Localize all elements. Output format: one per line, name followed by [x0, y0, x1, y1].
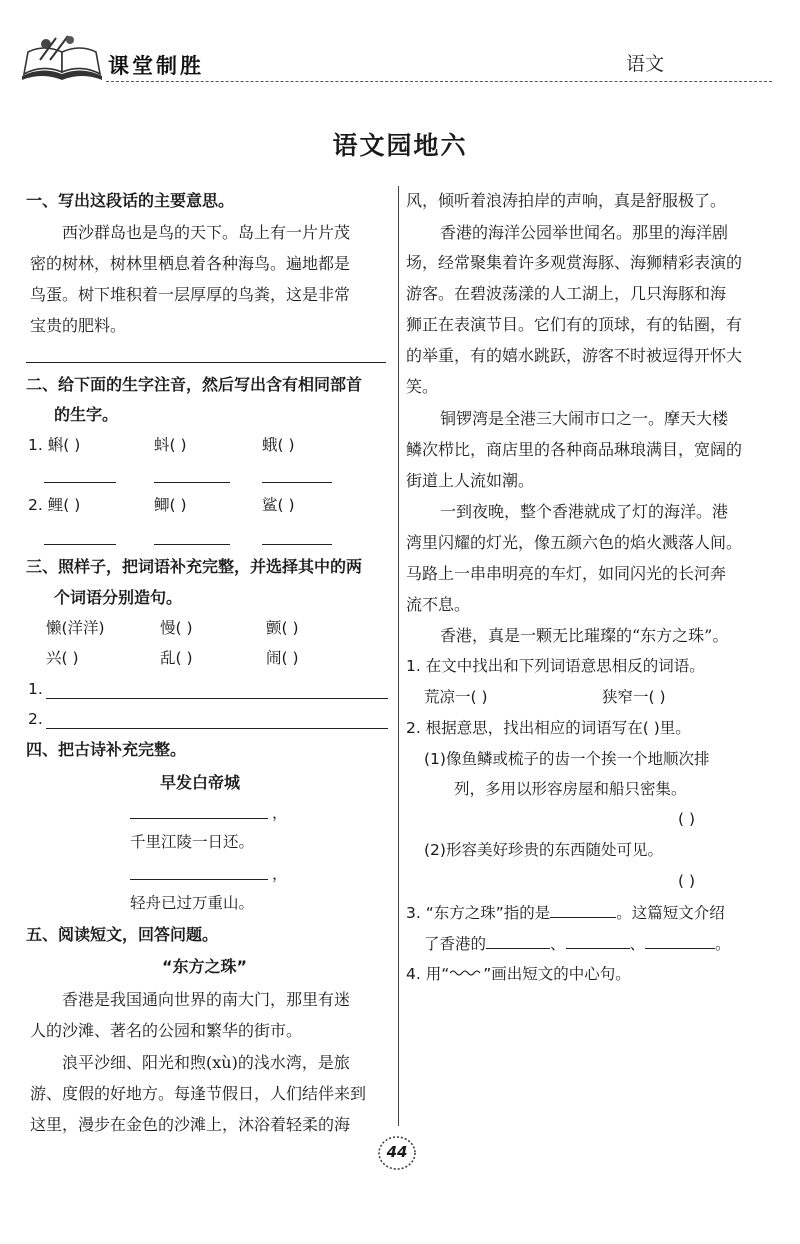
definition-2: (2)形容美好珍贵的东西随处可见。	[424, 841, 663, 859]
sub3-blank[interactable]	[566, 932, 630, 949]
q1-line: 密的树林，树林里栖息着各种海鸟。遍地都是	[30, 254, 351, 273]
q3-heading: 三、照样子，把词语补充完整，并选择其中的两	[26, 557, 363, 576]
sub-question-4	[406, 963, 631, 985]
passage-line: 鳞次栉比，商店里的各种商品琳琅满目，宽阔的	[406, 440, 743, 459]
definition-1: (1)像鱼鳞或梳子的齿一个挨一个地顺次排	[424, 750, 710, 768]
answer-paren[interactable]: ( )	[678, 872, 696, 890]
answer-paren[interactable]: ( )	[678, 810, 696, 828]
q2-blank[interactable]	[44, 544, 116, 545]
sub3-blank[interactable]	[645, 932, 715, 949]
q3-sentence-label: 1.	[28, 680, 43, 698]
q1-line: 鸟蛋。树下堆积着一层厚厚的鸟粪，这是非常	[30, 285, 351, 304]
poem-line: 千里江陵一日还。	[130, 833, 255, 851]
sub-question-3-text: 3. “东方之珠”指的是	[406, 904, 551, 922]
passage-line: 的举重，有的嬉水跳跃，游客不时被逗得开怀大	[406, 346, 743, 365]
sub3-blank[interactable]	[550, 901, 616, 918]
passage-line: 狮正在表演节目。它们有的顶球，有的钻圈，有	[406, 315, 743, 334]
sub-question-3-text: 了香港的	[424, 935, 487, 953]
passage-line: 香港，真是一颗无比璀璨的“东方之珠”。	[440, 626, 729, 645]
passage-line: 浪平沙细、阳光和煦(xù)的浅水湾，是旅	[62, 1053, 350, 1072]
q3-item: 闹( )	[266, 649, 299, 667]
q3-sentence-line[interactable]	[46, 728, 388, 729]
poem-comma: ，	[272, 804, 288, 822]
poem-line: 轻舟已过万重山。	[130, 894, 255, 912]
passage-line: 流不息。	[406, 595, 471, 614]
q3-sentence-label: 2.	[28, 710, 43, 728]
book-logo-icon	[16, 30, 106, 84]
passage-line: 这里，漫步在金色的沙滩上，沐浴着轻柔的海	[30, 1115, 351, 1134]
q2-item: 蚪( )	[154, 436, 187, 454]
passage-line: 笑。	[406, 377, 439, 396]
definition-1-cont: 列，多用以形容房屋和船只密集。	[454, 780, 687, 798]
q3-item: 乱( )	[160, 649, 193, 667]
q3-sentence-line[interactable]	[46, 698, 388, 699]
passage-line: 一到夜晚，整个香港就成了灯的海洋。港	[440, 502, 729, 521]
q2-item: 1. 蝌( )	[28, 436, 81, 454]
passage-line: 游、度假的好地方。每逢节假日，人们结伴来到	[30, 1084, 367, 1103]
q2-heading: 二、给下面的生字注音，然后写出含有相同部首	[26, 375, 363, 394]
sub-question-4-text: 4. 用“	[406, 965, 450, 983]
sub-question-3-cont	[424, 932, 731, 955]
q4-heading: 四、把古诗补充完整。	[26, 740, 187, 759]
q2-item: 2. 鲤( )	[28, 496, 81, 514]
q2-heading-cont: 的生字。	[54, 405, 119, 424]
sub-question-3-text: 。这篇短文介绍	[616, 904, 725, 922]
q2-blank[interactable]	[154, 544, 230, 545]
antonym-item: 荒凉一( )	[424, 688, 488, 706]
passage-title: “东方之珠”	[162, 957, 248, 976]
sub-question-2: 2. 根据意思，找出相应的词语写在( )里。	[406, 719, 691, 737]
passage-line: 风，倾听着浪涛拍岸的声响，真是舒服极了。	[406, 191, 727, 210]
q2-item: 鲨( )	[262, 496, 295, 514]
q2-blank[interactable]	[154, 482, 230, 483]
poem-blank[interactable]	[130, 879, 268, 880]
subject-label: 语文	[626, 53, 665, 75]
antonym-item: 狭窄一( )	[602, 688, 666, 706]
q1-line: 西沙群岛也是鸟的天下。岛上有一片片茂	[62, 223, 351, 242]
page-title: 语文园地六	[332, 131, 468, 160]
passage-line: 湾里闪耀的灯光，像五颜六色的焰火溅落人间。	[406, 533, 743, 552]
poem-blank[interactable]	[130, 818, 268, 819]
sub-question-4-text: ”画出短文的中心句。	[483, 965, 631, 983]
sub3-period: 。	[715, 935, 731, 953]
header-rule	[106, 81, 772, 82]
q5-heading: 五、阅读短文，回答问题。	[26, 925, 219, 944]
passage-line: 铜锣湾是全港三大闹市口之一。摩天大楼	[440, 409, 729, 428]
q1-heading: 一、写出这段话的主要意思。	[26, 191, 235, 210]
sub-question-1: 1. 在文中找出和下列词语意思相反的词语。	[406, 657, 705, 675]
passage-line: 街道上人流如潮。	[406, 471, 535, 490]
passage-line: 场，经常聚集着许多观赏海豚、海狮精彩表演的	[406, 253, 743, 272]
sub-question-3	[406, 901, 725, 924]
sub3-blank[interactable]	[486, 932, 550, 949]
q1-line: 宝贵的肥料。	[30, 316, 127, 335]
page-number: 44	[386, 1143, 408, 1161]
passage-line: 香港的海洋公园举世闻名。那里的海洋剧	[440, 223, 729, 242]
passage-line: 马路上一串串明亮的车灯，如同闪光的长河奔	[406, 564, 727, 583]
series-title: 课堂制胜	[108, 54, 204, 78]
q2-blank[interactable]	[262, 544, 332, 545]
q1-answer-line[interactable]	[26, 362, 386, 363]
column-divider	[398, 186, 399, 1126]
poem-title: 早发白帝城	[160, 773, 241, 792]
q3-item: 懒(洋洋)	[46, 619, 105, 637]
passage-line: 香港是我国通向世界的南大门，那里有迷	[62, 990, 351, 1009]
q3-item: 颤( )	[266, 619, 299, 637]
wavy-line-icon	[449, 967, 483, 979]
q2-blank[interactable]	[262, 482, 332, 483]
q2-blank[interactable]	[44, 482, 116, 483]
passage-line: 人的沙滩、著名的公园和繁华的街市。	[30, 1021, 303, 1040]
q3-item: 兴( )	[46, 649, 79, 667]
separator: 、	[629, 935, 646, 953]
poem-comma: ，	[272, 865, 288, 883]
q3-item: 慢( )	[160, 619, 193, 637]
passage-line: 游客。在碧波荡漾的人工湖上，几只海豚和海	[406, 284, 727, 303]
q2-item: 鲫( )	[154, 496, 187, 514]
q2-item: 蛾( )	[262, 436, 295, 454]
q3-heading-cont: 个词语分别造句。	[54, 588, 183, 607]
separator: 、	[550, 935, 566, 953]
